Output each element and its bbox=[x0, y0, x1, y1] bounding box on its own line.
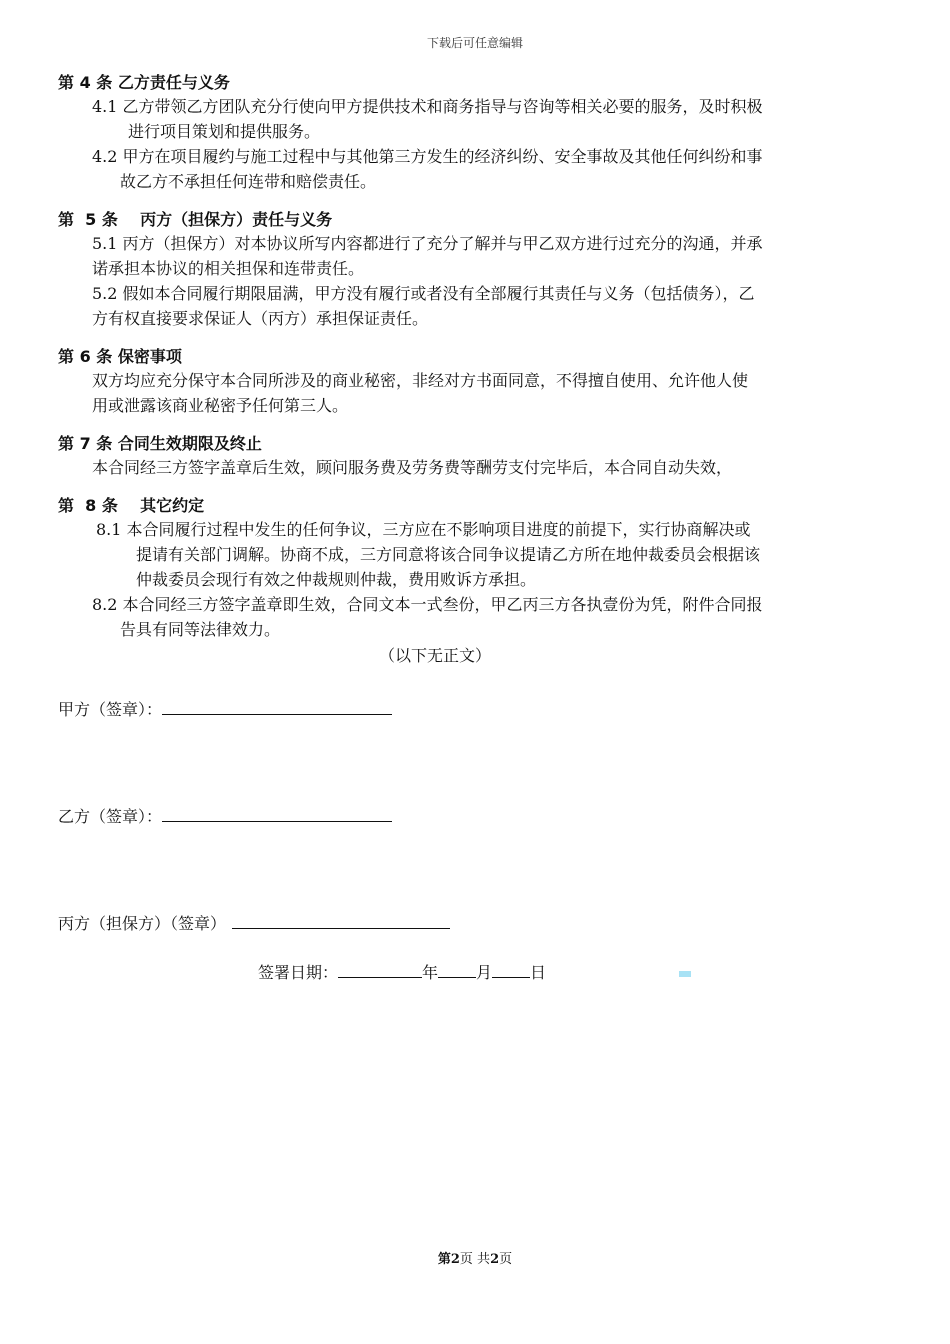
party-b-signature bbox=[58, 804, 392, 827]
section-4-2-line-2: 故乙方不承担任何连带和赔偿责任。 bbox=[120, 172, 377, 191]
section-5-2-line-1: 5.2 假如本合同履行期限届满，甲方没有履行或者没有全部履行其责任与义务（包括债务），乙 bbox=[92, 284, 755, 303]
party-c-signature-blank[interactable] bbox=[232, 914, 450, 929]
party-c-label: 丙方（担保方）（签章） bbox=[58, 914, 227, 933]
party-a-label: 甲方（签章）： bbox=[58, 700, 163, 719]
section-5-2-line-2: 方有权直接要求保证人（丙方）承担保证责任。 bbox=[92, 309, 429, 328]
footer-middle: 页 共 bbox=[459, 1252, 491, 1267]
section-4-2-line-1: 4.2 甲方在项目履约与施工过程中与其他第三方发生的经济纠纷、安全事故及其他任何纠纷和事 bbox=[92, 147, 763, 166]
section-7-line-1: 本合同经三方签字盖章后生效，顾问服务费及劳务费等酬劳支付完毕后，本合同自动失效， bbox=[92, 458, 733, 477]
section-8-1-line-3: 仲裁委员会现行有效之仲裁规则仲裁，费用败诉方承担。 bbox=[136, 570, 537, 589]
party-a-signature bbox=[58, 697, 392, 720]
signing-date bbox=[258, 960, 546, 983]
month-blank[interactable] bbox=[438, 963, 476, 978]
section-5-1-line-2: 诺承担本协议的相关担保和连带责任。 bbox=[92, 259, 365, 278]
section-7-title: 第 7 条 合同生效期限及终止 bbox=[58, 434, 262, 453]
year-label: 年 bbox=[422, 963, 439, 982]
section-5-1-line-1: 5.1 丙方（担保方）对本协议所写内容都进行了充分了解并与甲乙双方进行过充分的沟通，并承 bbox=[92, 234, 763, 253]
date-label: 签署日期： bbox=[258, 963, 339, 982]
party-b-label: 乙方（签章）： bbox=[58, 807, 163, 826]
footer-prefix: 第 bbox=[437, 1252, 451, 1267]
section-5-title: 第 5 条 丙方（担保方）责任与义务 bbox=[58, 210, 333, 229]
section-4-1-line-1: 4.1 乙方带领乙方团队充分行使向甲方提供技术和商务指导与咨询等相关必要的服务，及时积极 bbox=[92, 97, 763, 116]
section-8-title: 第 8 条 其它约定 bbox=[58, 496, 205, 515]
section-6-line-1: 双方均应充分保守本合同所涉及的商业秘密，非经对方书面同意，不得擅自使用、允许他人使 bbox=[92, 371, 749, 390]
day-label: 日 bbox=[530, 963, 547, 982]
footer-page-number: 2 bbox=[450, 1252, 460, 1267]
section-6-line-2: 用或泄露该商业秘密予任何第三人。 bbox=[92, 396, 349, 415]
party-c-signature bbox=[58, 911, 450, 934]
footer-suffix: 页 bbox=[499, 1252, 513, 1267]
page-footer bbox=[0, 1248, 950, 1267]
section-8-1-line-2: 提请有关部门调解。协商不成，三方同意将该合同争议提请乙方所在地仲裁委员会根据该 bbox=[136, 545, 761, 564]
highlight-marker bbox=[679, 971, 691, 977]
section-8-2-line-1: 8.2 本合同经三方签字盖章即生效，合同文本一式叁份，甲乙丙三方各执壹份为凭，附件合同报 bbox=[92, 595, 763, 614]
section-6-title: 第 6 条 保密事项 bbox=[58, 347, 182, 366]
section-8-1-line-1: 8.1 本合同履行过程中发生的任何争议，三方应在不影响项目进度的前提下，实行协商解决或 bbox=[96, 520, 751, 539]
party-b-signature-blank[interactable] bbox=[162, 807, 392, 822]
party-a-signature-blank[interactable] bbox=[162, 700, 392, 715]
end-of-text-note: （以下无正文） bbox=[378, 646, 491, 665]
month-label: 月 bbox=[476, 963, 493, 982]
section-4-title: 第 4 条 乙方责任与义务 bbox=[58, 73, 230, 92]
footer-total-pages: 2 bbox=[490, 1252, 500, 1267]
section-4-1-line-2: 进行项目策划和提供服务。 bbox=[128, 122, 321, 141]
section-8-2-line-2: 告具有同等法律效力。 bbox=[120, 620, 281, 639]
day-blank[interactable] bbox=[492, 963, 530, 978]
page-header: 下载后可任意编辑 bbox=[426, 36, 523, 50]
year-blank[interactable] bbox=[338, 963, 422, 978]
